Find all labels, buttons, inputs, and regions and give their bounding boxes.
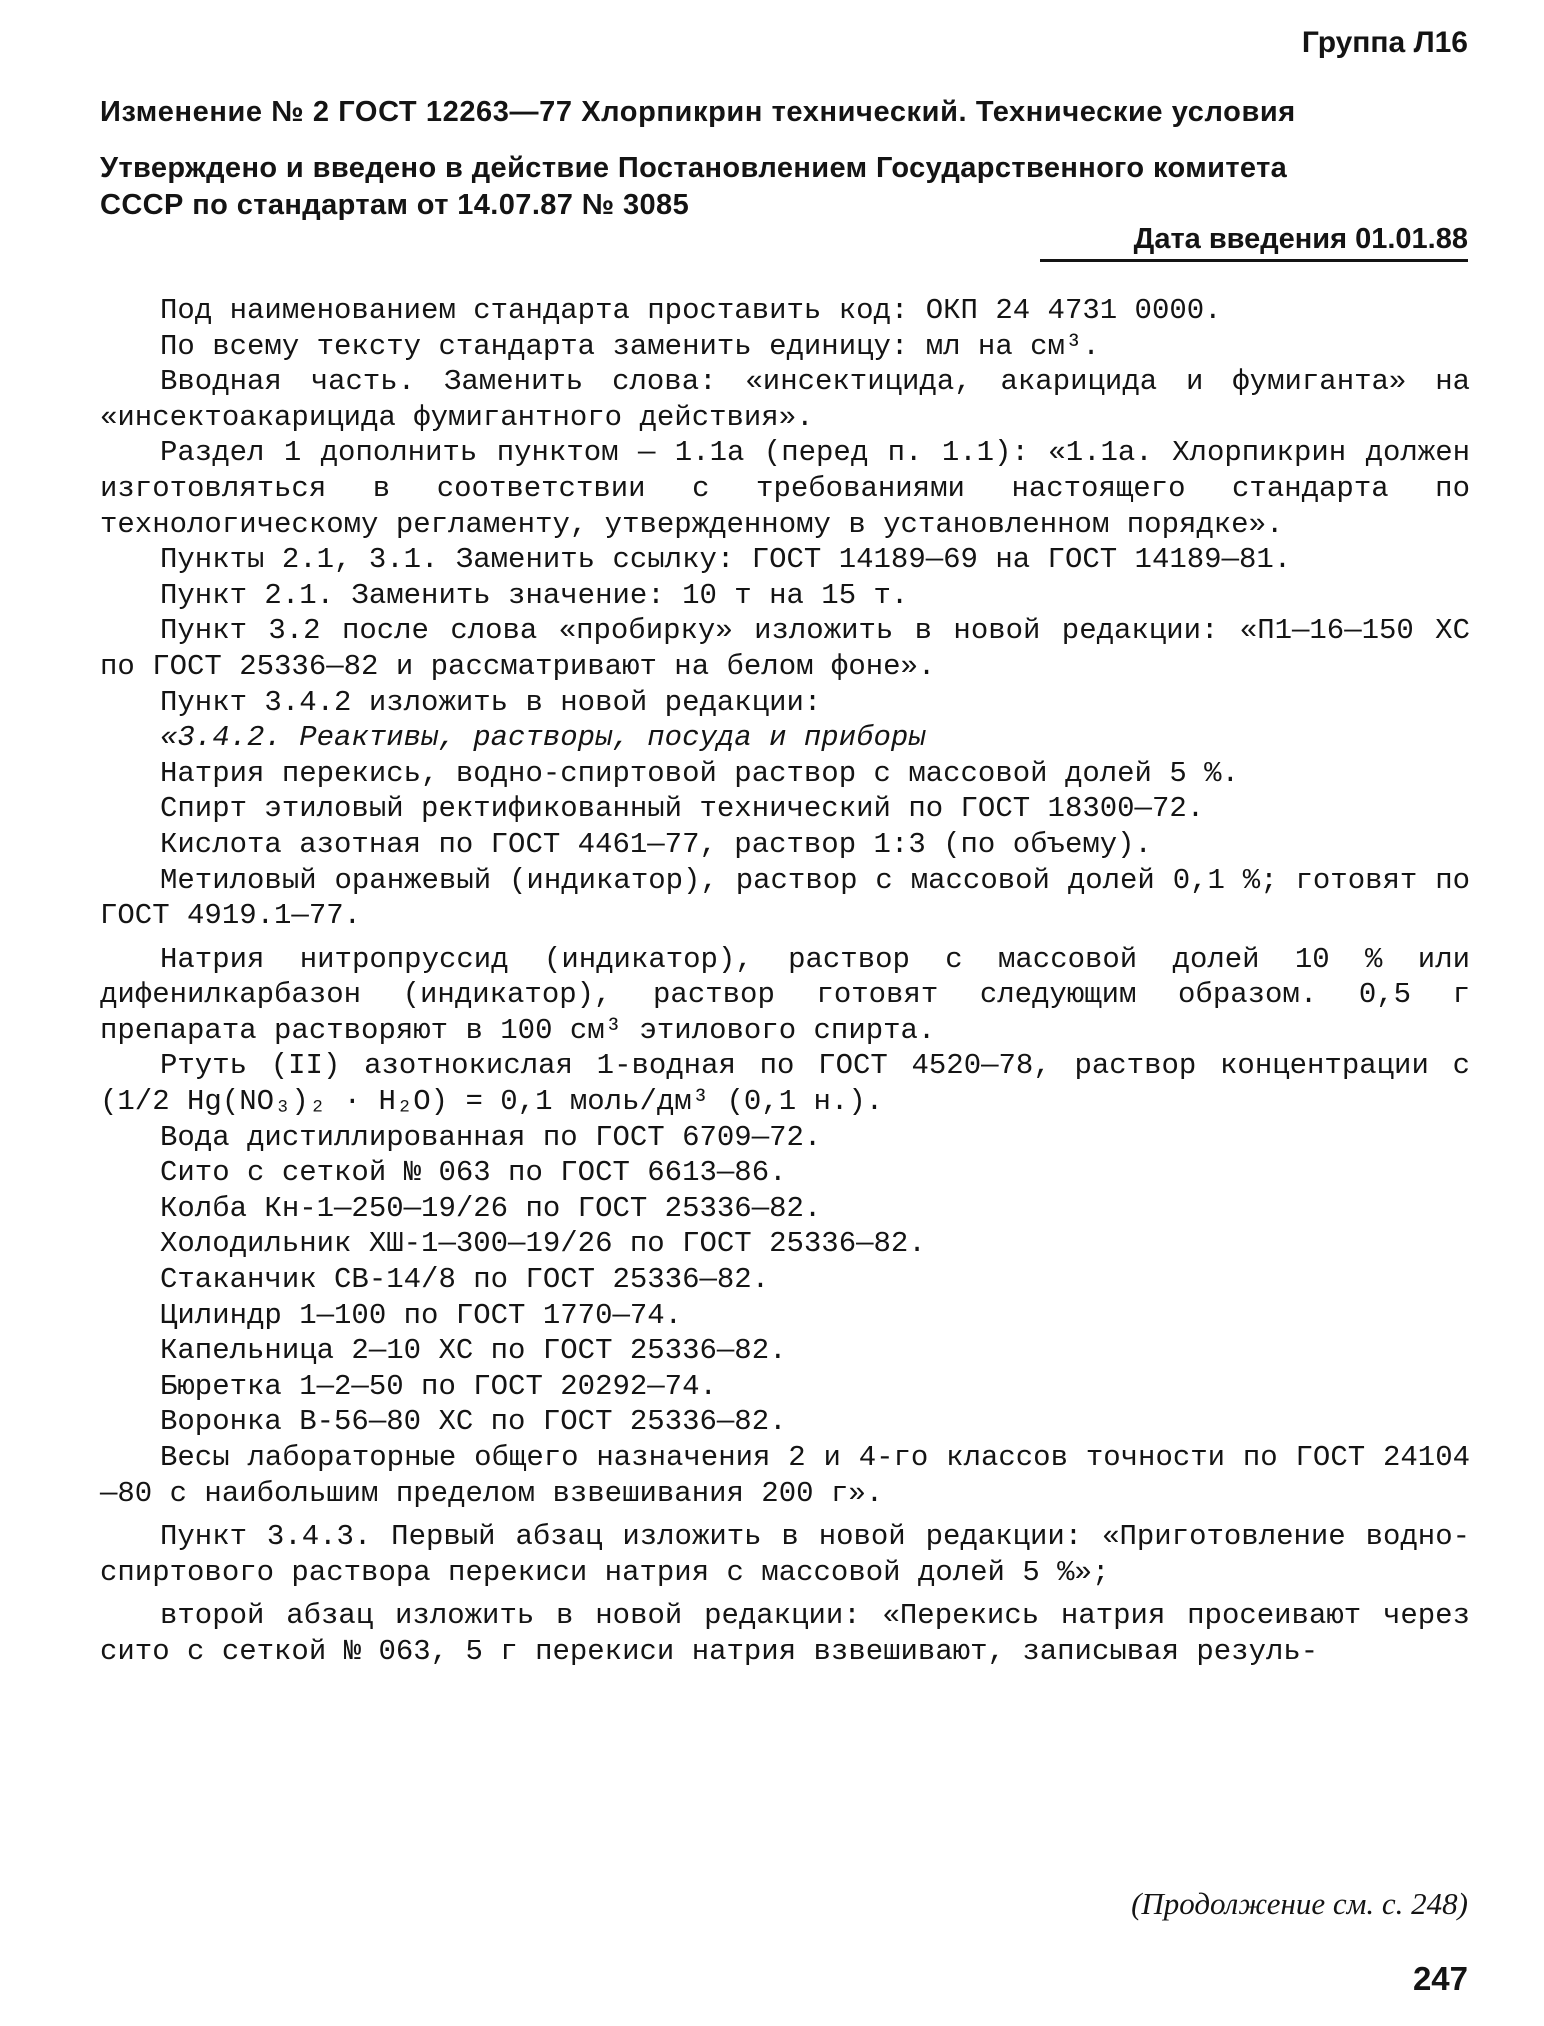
continuation-note: (Продолжение см. с. 248) — [1131, 1886, 1468, 1921]
paragraph-item-2-1: Пункт 2.1. Заменить значение: 10 т на 15 т. — [160, 578, 909, 612]
paragraph-intro-part: Вводная часть. Заменить слова: «инсектицида, акарицида и фумиганта» на «инсектоакарицида фумигантного действия». — [100, 365, 1470, 434]
list-item: Сито с сеткой № 063 по ГОСТ 6613—86. — [160, 1156, 787, 1190]
paragraph-reagents-heading: «3.4.2. Реактивы, растворы, посуда и приборы — [160, 721, 926, 755]
list-item: Воронка В-56—80 ХС по ГОСТ 25336—82. — [160, 1405, 787, 1439]
list-item: Вода дистиллированная по ГОСТ 6709—72. — [160, 1120, 822, 1154]
page-number: 247 — [1412, 1960, 1468, 1997]
list-item: Капельница 2—10 ХС по ГОСТ 25336—82. — [160, 1334, 787, 1368]
list-item: Колба Кн-1—250—19/26 по ГОСТ 25336—82. — [160, 1191, 822, 1225]
paragraph-item-3-4-2: Пункт 3.4.2 изложить в новой редакции: — [160, 685, 822, 719]
list-item: Спирт этиловый ректификованный технический по ГОСТ 18300—72. — [160, 792, 1205, 826]
paragraph-second-abzac: второй абзац изложить в новой редакции: «Перекись натрия просеивают через сито с сеткой № 063, 5 г перекиси натрия взвешивают, записывая резуль- — [100, 1599, 1470, 1668]
list-item: Натрия нитропруссид (индикатор), раствор с массовой долей 10 % или дифенилкарбазон (индикатор), раствор готовят следующим образом. 0,5 г препарата растворяют в 100 см³ этилового спирта. — [100, 942, 1470, 1047]
list-item: Ртуть (II) азотнокислая 1-водная по ГОСТ 4520—78, раствор концентрации с (1/2 Hg(NO₃)₂ · H₂O) = 0,1 моль/дм³ (0,1 н.). — [100, 1049, 1470, 1119]
introduction-date: Дата введения 01.01.88 — [1133, 223, 1468, 255]
change-title: Изменение № 2 ГОСТ 12263—77 Хлорпикрин технический. Технические условия — [100, 96, 1296, 128]
paragraph-section-1: Раздел 1 дополнить пунктом — 1.1а (перед п. 1.1): «1.1а. Хлорпикрин должен изготовляться в соответствии с требованиями настоящего стандарта по технологическому регламенту, утвержденному в установленном порядке». — [100, 436, 1470, 541]
list-item: Цилиндр 1—100 по ГОСТ 1770—74. — [160, 1298, 683, 1332]
document-body — [100, 293, 1470, 1670]
list-item: Натрия перекись, водно-спиртовой раствор с массовой долей 5 %. — [160, 756, 1239, 790]
date-underline — [1040, 259, 1468, 262]
list-item: Стаканчик СВ-14/8 по ГОСТ 25336—82. — [160, 1263, 770, 1297]
paragraph-item-3-2: Пункт 3.2 после слова «пробирку» изложить в новой редакции: «П1—16—150 ХС по ГОСТ 25336—82 и рассматривают на белом фоне». — [100, 614, 1470, 683]
approval-line-2: СССР по стандартам от 14.07.87 № 3085 — [100, 189, 690, 221]
list-item: Кислота азотная по ГОСТ 4461—77, раствор 1:3 (по объему). — [160, 827, 1152, 861]
paragraph-okp-code: Под наименованием стандарта проставить код: ОКП 24 4731 0000. — [160, 294, 1222, 327]
paragraph-item-3-4-3: Пункт 3.4.3. Первый абзац изложить в новой редакции: «Приготовление водно-спиртового раствора перекиси натрия с массовой долей 5 %»; — [100, 1520, 1470, 1589]
list-item: Бюретка 1—2—50 по ГОСТ 20292—74. — [160, 1369, 717, 1403]
paragraph-unit-replace: По всему тексту стандарта заменить единицу: мл на см³. — [160, 329, 1100, 363]
group-label: Группа Л16 — [1301, 26, 1468, 59]
list-item: Холодильник ХШ-1—300—19/26 по ГОСТ 25336—82. — [160, 1227, 926, 1261]
approval-line-1: Утверждено и введено в действие Постановлением Государственного комитета — [100, 152, 1288, 184]
paragraph-items-2-1-3-1: Пункты 2.1, 3.1. Заменить ссылку: ГОСТ 14189—69 на ГОСТ 14189—81. — [160, 543, 1292, 577]
list-item: Весы лабораторные общего назначения 2 и 4-го классов точности по ГОСТ 24104—80 с наибольшим пределом взвешивания 200 г». — [100, 1441, 1470, 1510]
list-item: Метиловый оранжевый (индикатор), раствор с массовой долей 0,1 %; готовят по ГОСТ 4919.1—77. — [100, 863, 1470, 933]
